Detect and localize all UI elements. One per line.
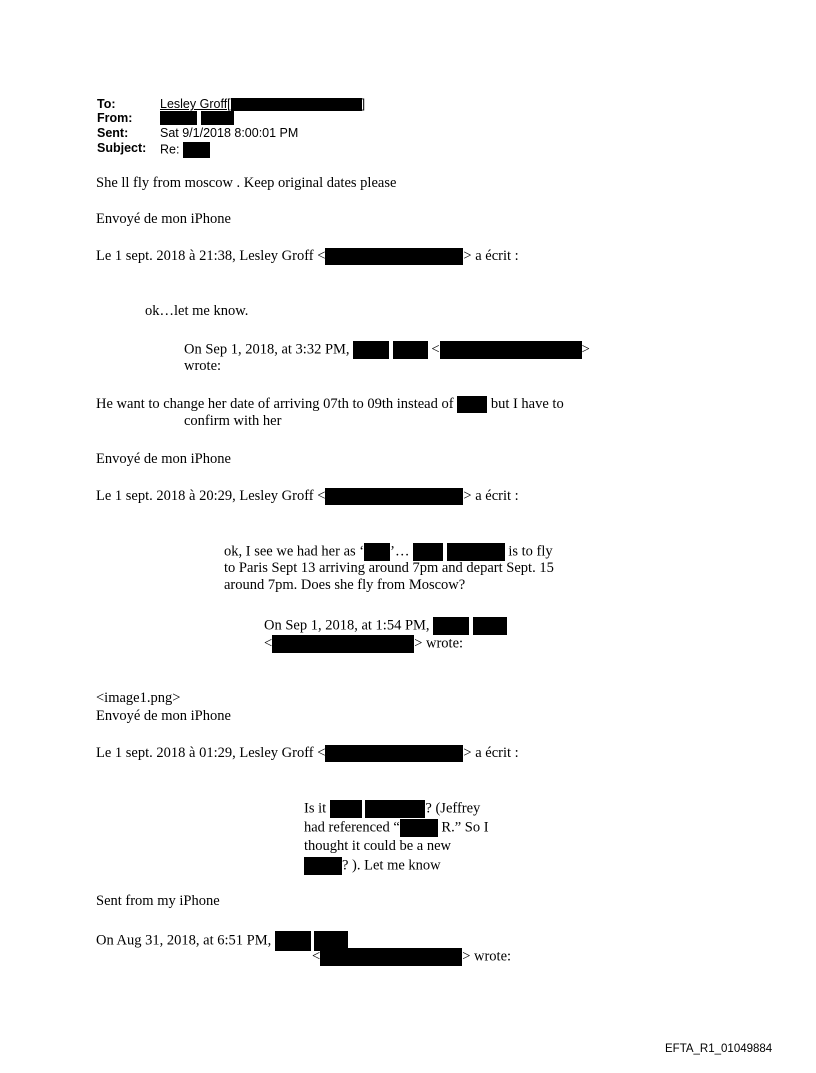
quote-header	[96, 931, 348, 951]
quote-text: > wrote:	[414, 635, 464, 652]
to-recipient	[160, 98, 365, 111]
signature: Sent from my iPhone	[96, 893, 220, 909]
quote-header	[96, 745, 519, 762]
body-line: thought it could be a new	[304, 838, 451, 854]
body-line	[96, 396, 564, 413]
redaction	[304, 857, 342, 875]
quote-header	[96, 248, 519, 265]
body-text: but I have to	[490, 396, 564, 412]
quote-text: Le 1 sept. 2018 à 01:29, Lesley Groff <	[96, 745, 326, 761]
quote-header	[96, 488, 519, 505]
body-line: She ll fly from moscow . Keep original dates please	[96, 175, 397, 191]
sent-value: Sat 9/1/2018 8:00:01 PM	[160, 126, 299, 140]
document-id: EFTA_R1_01049884	[665, 1043, 773, 1055]
quote-text: > a écrit :	[463, 248, 519, 264]
body-line: ok…let me know.	[145, 303, 249, 319]
to-close: ]	[361, 97, 366, 111]
body-text: ? (Jeffrey	[425, 800, 481, 817]
quote-text: On Sep 1, 2018, at 3:32 PM,	[184, 341, 350, 358]
subject-value	[160, 142, 210, 158]
redaction	[201, 111, 234, 125]
attachment-ref: <image1.png>	[96, 690, 181, 706]
redaction	[160, 111, 197, 125]
redaction	[364, 543, 390, 561]
redaction	[457, 396, 487, 413]
quote-text: On Sep 1, 2018, at 1:54 PM,	[264, 617, 430, 634]
body-text: ? ). Let me know	[342, 857, 441, 874]
signature: Envoyé de mon iPhone	[96, 211, 231, 227]
quote-text: > a écrit :	[463, 488, 519, 504]
redaction	[400, 819, 438, 837]
quote-text: wrote:	[184, 358, 222, 374]
quote-text: > a écrit :	[463, 745, 519, 761]
redaction	[473, 617, 507, 635]
signature: Envoyé de mon iPhone	[96, 708, 231, 724]
signature: Envoyé de mon iPhone	[96, 451, 231, 467]
body-line	[304, 857, 441, 875]
body-text: is to fly	[508, 543, 553, 560]
body-line	[224, 543, 553, 561]
quote-text: > wrote:	[462, 948, 512, 965]
to-label: To:	[97, 97, 116, 111]
redaction	[433, 617, 469, 635]
body-line: to Paris Sept 13 arriving around 7pm and depart Sept. 15	[224, 560, 554, 576]
redaction	[183, 142, 210, 158]
body-text: ’…	[390, 543, 410, 560]
redaction	[272, 635, 414, 653]
redaction	[440, 341, 582, 359]
subject-prefix: Re:	[160, 142, 180, 157]
quote-header	[264, 635, 463, 653]
body-line	[304, 819, 489, 837]
body-text: He want to change her date of arriving 07th to 09th instead of	[96, 396, 454, 412]
body-line: confirm with her	[184, 413, 282, 429]
subject-label: Subject:	[97, 141, 147, 155]
redaction	[231, 98, 362, 111]
body-text: had referenced “	[304, 819, 400, 836]
quote-text: <	[312, 948, 321, 965]
redaction	[365, 800, 425, 818]
quote-text: Le 1 sept. 2018 à 20:29, Lesley Groff <	[96, 488, 326, 504]
quote-text: <	[431, 341, 440, 358]
body-text: R.” So I	[441, 819, 489, 836]
redaction	[325, 488, 463, 505]
redaction	[275, 931, 311, 951]
redaction	[330, 800, 362, 818]
quote-text: >	[581, 341, 590, 358]
body-text: Is it	[304, 800, 327, 817]
redaction	[325, 745, 463, 762]
quote-text: Le 1 sept. 2018 à 21:38, Lesley Groff <	[96, 248, 326, 264]
redaction	[393, 341, 428, 359]
quote-header	[184, 341, 590, 359]
redaction	[413, 543, 443, 561]
body-text: ok, I see we had her as ‘	[224, 543, 365, 560]
quote-text: <	[264, 635, 273, 652]
from-label: From:	[97, 111, 133, 125]
redaction	[447, 543, 505, 561]
quote-header	[264, 617, 507, 635]
redaction	[320, 948, 462, 966]
redaction	[353, 341, 389, 359]
body-line	[304, 800, 480, 818]
quote-text: On Aug 31, 2018, at 6:51 PM,	[96, 932, 272, 949]
body-line: around 7pm. Does she fly from Moscow?	[224, 577, 466, 593]
sent-label: Sent:	[97, 126, 129, 140]
to-name: Lesley Groff[	[160, 97, 231, 111]
redaction	[325, 248, 463, 265]
quote-header	[312, 948, 511, 966]
